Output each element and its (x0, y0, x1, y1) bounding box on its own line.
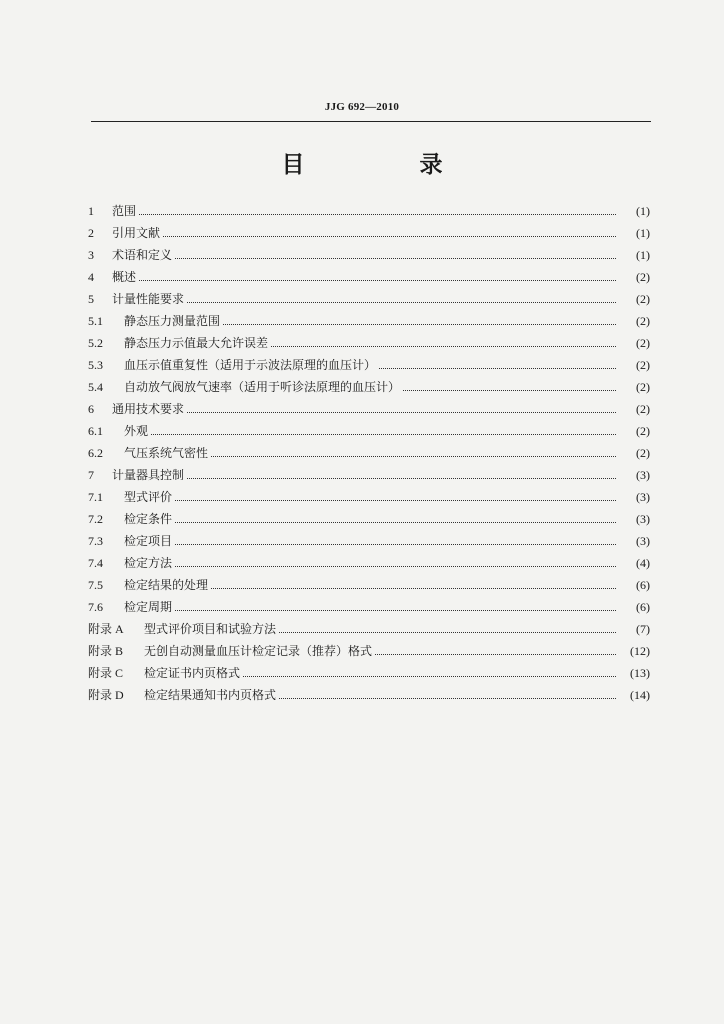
toc-entry-title: 型式评价项目和试验方法 (144, 622, 277, 636)
toc-entry-number: 附录 B (88, 644, 124, 658)
toc-dot-leader (211, 456, 616, 457)
toc-entry[interactable] (88, 310, 650, 332)
toc-entry-page: (3) (636, 512, 650, 526)
toc-dot-leader (375, 654, 616, 655)
toc-entry-page: (1) (636, 226, 650, 240)
toc-entry-title: 检定方法 (124, 556, 173, 570)
toc-entry-number: 附录 C (88, 666, 124, 680)
toc-entry-number: 3 (88, 248, 94, 262)
toc-entry-number: 7.2 (88, 512, 103, 526)
toc-entry-number: 6 (88, 402, 94, 416)
toc-dot-leader (175, 610, 616, 611)
toc-dot-leader (223, 324, 616, 325)
toc-entry-title: 检定条件 (124, 512, 173, 526)
toc-entry-number: 5.3 (88, 358, 103, 372)
toc-dot-leader (187, 478, 616, 479)
toc-entry-page: (2) (636, 380, 650, 394)
toc-entry-page: (13) (630, 666, 650, 680)
toc-dot-leader (279, 698, 616, 699)
toc-entry-number: 附录 D (88, 688, 124, 702)
toc-entry-title: 计量器具控制 (112, 468, 185, 482)
toc-entry-title: 静态压力示值最大允许误差 (124, 336, 269, 350)
toc-entry-number: 2 (88, 226, 94, 240)
toc-entry-page: (2) (636, 424, 650, 438)
toc-dot-leader (163, 236, 616, 237)
toc-entry-number: 6.2 (88, 446, 103, 460)
toc-entry-title: 无创自动测量血压计检定记录（推荐）格式 (144, 644, 373, 658)
toc-dot-leader (187, 412, 616, 413)
toc-entry[interactable] (88, 288, 650, 310)
toc-entry[interactable] (88, 552, 650, 574)
toc-entry-number: 7.3 (88, 534, 103, 548)
toc-entry-title: 检定结果的处理 (124, 578, 209, 592)
toc-entry[interactable] (88, 420, 650, 442)
toc-dot-leader (271, 346, 616, 347)
toc-entry-page: (6) (636, 600, 650, 614)
toc-entry[interactable] (88, 244, 650, 266)
toc-dot-leader (139, 214, 616, 215)
toc-entry-page: (2) (636, 314, 650, 328)
document-code: JJG 692—2010 (324, 101, 400, 113)
toc-entry[interactable] (88, 640, 650, 662)
toc-entry-number: 4 (88, 270, 94, 284)
toc-entry[interactable] (88, 398, 650, 420)
toc-entry[interactable] (88, 508, 650, 530)
toc-entry-page: (6) (636, 578, 650, 592)
toc-dot-leader (175, 500, 616, 501)
toc-entry-title: 通用技术要求 (112, 402, 185, 416)
toc-entry-number: 7.6 (88, 600, 103, 614)
toc-entry-number: 5.4 (88, 380, 103, 394)
toc-entry-title: 型式评价 (124, 490, 173, 504)
page-title: 目 录 (281, 151, 489, 178)
toc-entry-number: 7.5 (88, 578, 103, 592)
toc-entry-page: (12) (630, 644, 650, 658)
toc-dot-leader (175, 544, 616, 545)
toc-entry[interactable] (88, 684, 650, 706)
toc-entry-title: 外观 (124, 424, 149, 438)
toc-entry-page: (3) (636, 468, 650, 482)
toc-dot-leader (187, 302, 616, 303)
toc-entry-title: 自动放气阀放气速率（适用于听诊法原理的血压计） (124, 380, 401, 394)
toc-entry[interactable] (88, 464, 650, 486)
toc-dot-leader (403, 390, 616, 391)
toc-dot-leader (279, 632, 616, 633)
toc-entry-number: 5 (88, 292, 94, 306)
toc-entry-title: 概述 (112, 270, 137, 284)
header-rule (91, 121, 651, 122)
toc-entry-page: (14) (630, 688, 650, 702)
toc-entry-title: 气压系统气密性 (124, 446, 209, 460)
toc-entry-number: 附录 A (88, 622, 124, 636)
toc-entry[interactable] (88, 442, 650, 464)
toc-dot-leader (243, 676, 616, 677)
toc-entry[interactable] (88, 332, 650, 354)
toc-entry-number: 5.2 (88, 336, 103, 350)
toc-entry[interactable] (88, 574, 650, 596)
toc-entry[interactable] (88, 200, 650, 222)
toc-dot-leader (139, 280, 616, 281)
toc-entry-page: (7) (636, 622, 650, 636)
toc-entry[interactable] (88, 618, 650, 640)
toc-entry-number: 1 (88, 204, 94, 218)
toc-entry[interactable] (88, 222, 650, 244)
toc-dot-leader (151, 434, 616, 435)
toc-entry-title: 静态压力测量范围 (124, 314, 221, 328)
toc-entry-title: 血压示值重复性（适用于示波法原理的血压计） (124, 358, 377, 372)
toc-entry-title: 范围 (112, 204, 137, 218)
toc-entry-title: 引用文献 (112, 226, 161, 240)
toc-entry[interactable] (88, 376, 650, 398)
toc-entry[interactable] (88, 354, 650, 376)
toc-dot-leader (175, 522, 616, 523)
toc-entry-page: (1) (636, 204, 650, 218)
toc-entry-number: 7 (88, 468, 94, 482)
toc-entry-page: (2) (636, 336, 650, 350)
toc-entry-page: (3) (636, 490, 650, 504)
toc-entry[interactable] (88, 596, 650, 618)
table-of-contents (88, 200, 650, 706)
toc-entry-page: (2) (636, 446, 650, 460)
toc-entry-title: 检定证书内页格式 (144, 666, 241, 680)
toc-entry-page: (2) (636, 402, 650, 416)
toc-entry-number: 7.4 (88, 556, 103, 570)
toc-entry[interactable] (88, 530, 650, 552)
toc-entry-page: (2) (636, 270, 650, 284)
toc-entry-title: 术语和定义 (112, 248, 173, 262)
toc-entry-page: (3) (636, 534, 650, 548)
toc-entry-title: 检定项目 (124, 534, 173, 548)
toc-dot-leader (211, 588, 616, 589)
toc-entry-page: (4) (636, 556, 650, 570)
toc-entry-title: 检定结果通知书内页格式 (144, 688, 277, 702)
toc-entry-page: (2) (636, 358, 650, 372)
toc-entry-number: 7.1 (88, 490, 103, 504)
toc-entry[interactable] (88, 662, 650, 684)
toc-entry-number: 5.1 (88, 314, 103, 328)
toc-entry-page: (1) (636, 248, 650, 262)
toc-dot-leader (175, 566, 616, 567)
toc-entry[interactable] (88, 266, 650, 288)
toc-entry-title: 检定周期 (124, 600, 173, 614)
toc-entry-number: 6.1 (88, 424, 103, 438)
toc-entry-page: (2) (636, 292, 650, 306)
toc-entry[interactable] (88, 486, 650, 508)
toc-dot-leader (379, 368, 616, 369)
toc-entry-title: 计量性能要求 (112, 292, 185, 306)
toc-dot-leader (175, 258, 616, 259)
